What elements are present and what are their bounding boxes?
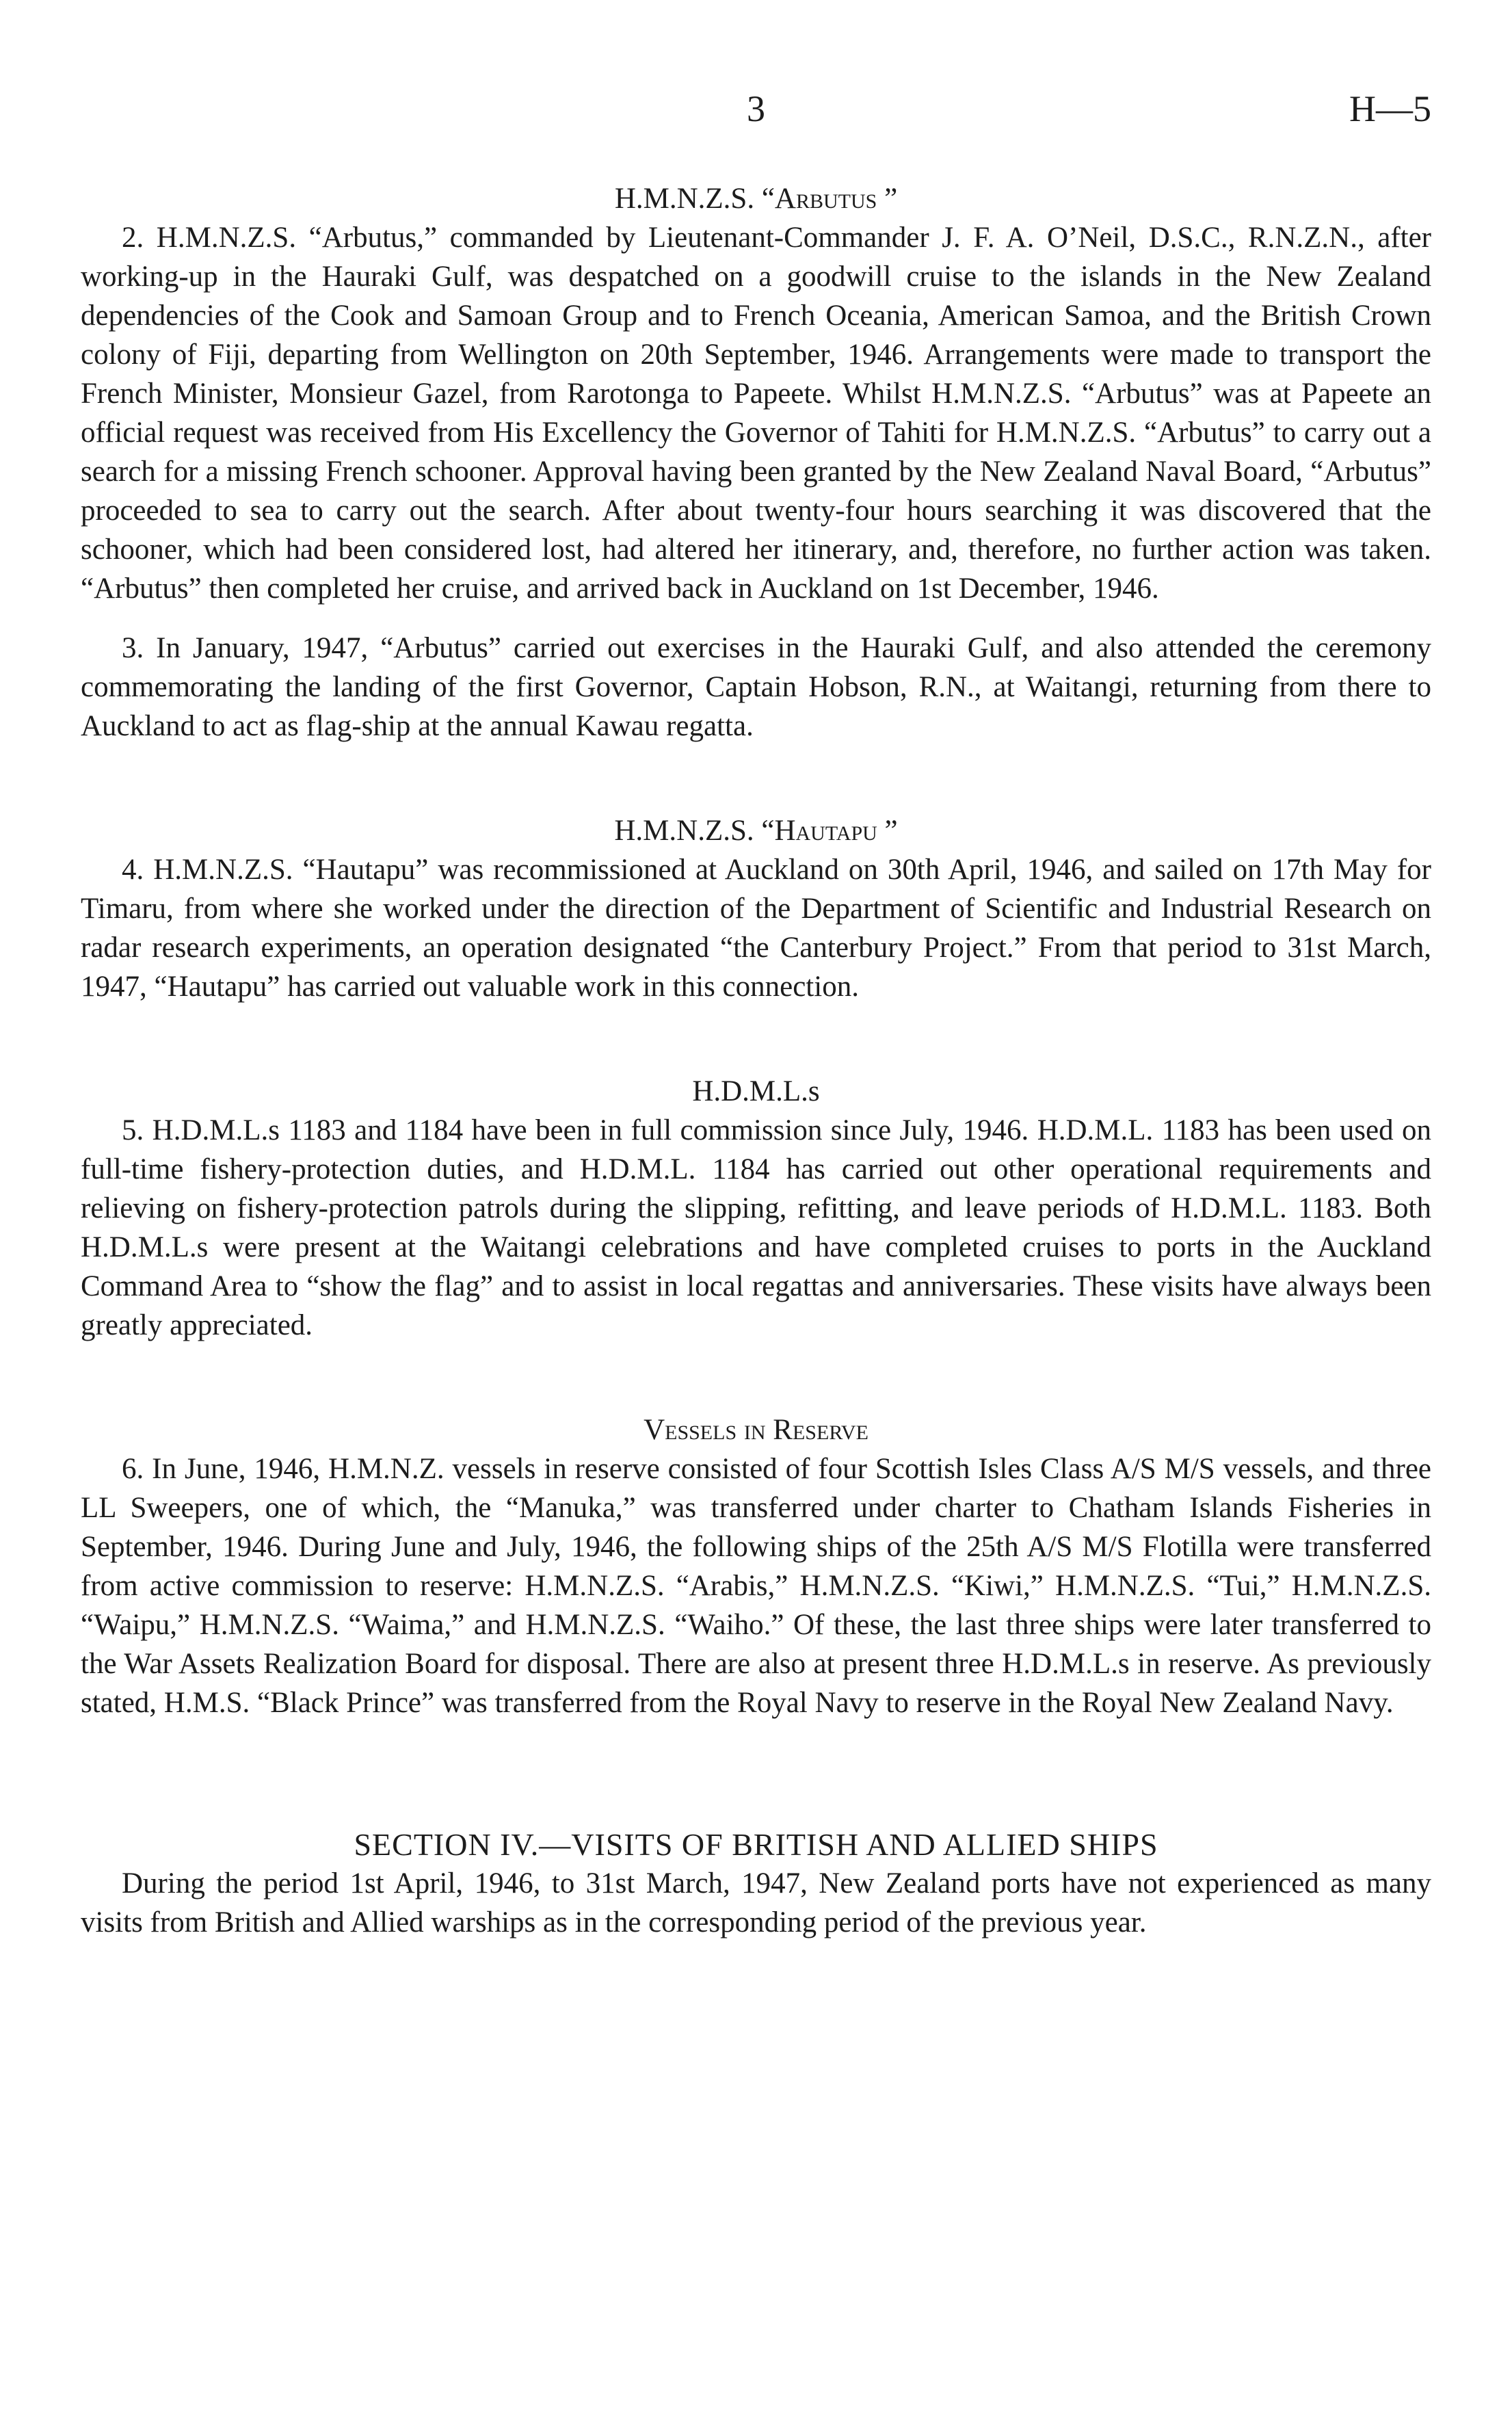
page-number: 3 (747, 88, 765, 129)
paragraph-4: 4. H.M.N.Z.S. “Hautapu” was recommissioned at Auckland on 30th April, 1946, and sailed on 17th May for Timaru, from where she worked under the direction of the Department of Scientific and Industrial Research on radar research experiments, an operation designated “the Canterbury Project.” From that period to 31st March, 1947, “Hautapu” has carried out valuable work in this connection. (81, 854, 1431, 1003)
section-heading-arbutus (81, 179, 1431, 218)
paragraph-2: 2. H.M.N.Z.S. “Arbutus,” commanded by Lieutenant-Commander J. F. A. O’Neil, D.S.C., R.N.Z.N., after working-up in the Hauraki Gulf, was despatched on a goodwill cruise to the islands in the New Zealand dependencies of the Cook and Samoan Group and to French Oceania, American Samoa, and the British Crown colony of Fiji, departing from Wellington on 20th September, 1946. Arrangements were made to transport the French Minister, Monsieur Gazel, from Rarotonga to Papeete. Whilst H.M.N.Z.S. “Arbutus” was at Papeete an official request was received from His Excellency the Governor of Tahiti for H.M.N.Z.S. “Arbutus” to carry out a search for a missing French schooner. Approval having been granted by the New Zealand Naval Board, “Arbutus” proceeded to sea to carry out the search. After about twenty-four hours searching it was discovered that the schooner, which had been considered lost, had altered her itinerary, and, therefore, no further action was taken. “Arbutus” then completed her cruise, and arrived back in Auckland on 1st December, 1946. (81, 222, 1431, 605)
section-heading-hautapu (81, 811, 1431, 850)
section-heading-vessels-in-reserve: Vessels in Reserve (644, 1414, 868, 1446)
heading-prefix: H.M.N.Z.S. “ (614, 183, 775, 215)
section-iv-title: SECTION IV.—VISITS OF BRITISH AND ALLIED SHIPS (354, 1827, 1158, 1862)
section-heading-hdml: H.D.M.L.s (692, 1075, 820, 1107)
paragraph-6: 6. In June, 1946, H.M.N.Z. vessels in reserve consisted of four Scottish Isles Class A/S M/S vessels, and three LL Sweepers, one of which, the “Manuka,” was transferred under charter to Chatham Islands Fisheries in September, 1946. During June and July, 1946, the following ships of the 25th A/S M/S Flotilla were transferred from active commission to reserve: H.M.N.Z.S. “Arabis,” H.M.N.Z.S. “Kiwi,” H.M.N.Z.S. “Tui,” H.M.N.Z.S. “Waipu,” H.M.N.Z.S. “Waima,” and H.M.N.Z.S. “Waiho.” Of these, the last three ships were later transferred to the War Assets Realization Board for disposal. There are also at present three H.D.M.L.s in reserve. As previously stated, H.M.S. “Black Prince” was transferred from the Royal Navy to reserve in the Royal New Zealand Navy. (81, 1453, 1431, 1719)
heading-ship-name: Arbutus (774, 183, 877, 215)
paragraph-3: 3. In January, 1947, “Arbutus” carried out exercises in the Hauraki Gulf, and also attended the ceremony commemorating the landing of the first Governor, Captain Hobson, R.N., at Waitangi, returning from there to Auckland to act as flag-ship at the annual Kawau regatta. (81, 632, 1431, 742)
heading-ship-name: Hautapu (774, 815, 877, 847)
heading-suffix: ” (877, 183, 898, 215)
paragraph-5: 5. H.D.M.L.s 1183 and 1184 have been in full commission since July, 1946. H.D.M.L. 1183 has been used on full-time fishery-protection duties, and H.D.M.L. 1184 has carried out other operational requirements and relieving on fishery-protection patrols during the slipping, refitting, and leave periods of H.D.M.L. 1183. Both H.D.M.L.s were present at the Waitangi celebrations and have completed cruises to ports in the Auckland Command Area to “show the flag” and to assist in local regattas and anniversaries. These visits have always been greatly appreciated. (81, 1114, 1431, 1341)
document-reference: H—5 (1349, 88, 1431, 129)
heading-prefix: H.M.N.Z.S. “ (614, 815, 775, 847)
heading-suffix: ” (877, 815, 898, 847)
section-iv-paragraph: During the period 1st April, 1946, to 31st March, 1947, New Zealand ports have not experienced as many visits from British and Allied warships as in the corresponding period of the previous year. (81, 1867, 1431, 1939)
document-page (81, 0, 1431, 2418)
page-header (81, 88, 1431, 142)
document-body (81, 179, 1431, 1942)
